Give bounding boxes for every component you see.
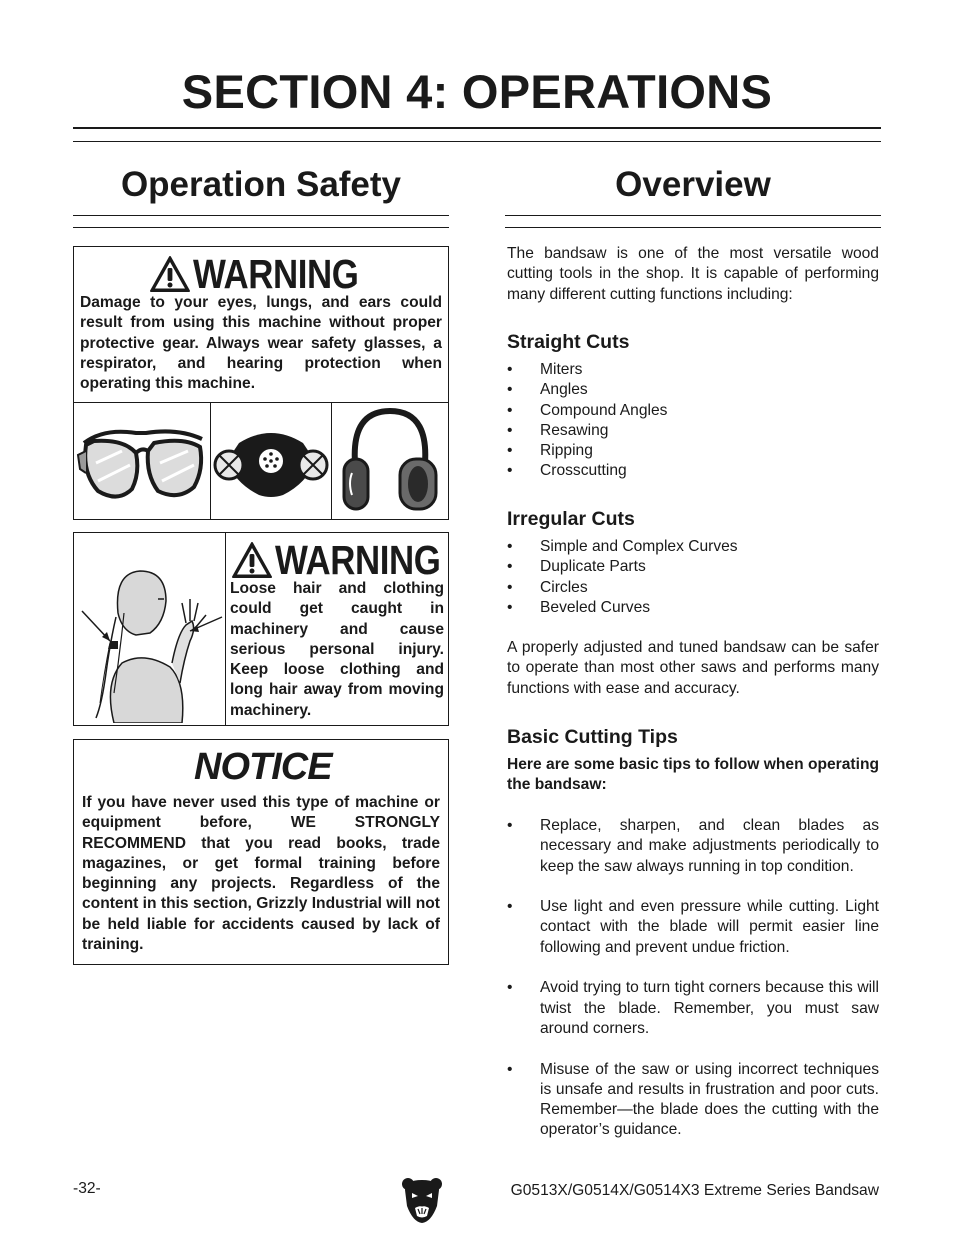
bullet: • — [507, 578, 513, 596]
list-item — [507, 578, 879, 598]
list-item-text: Duplicate Parts — [540, 558, 646, 576]
bullet: • — [507, 598, 513, 616]
section-title: SECTION 4: OPERATIONS — [181, 65, 773, 118]
loose-hair-woman-illustration — [74, 533, 224, 723]
bullet: • — [507, 1060, 513, 1078]
operation-safety-title: Operation Safety — [120, 165, 402, 204]
irregular-cuts-heading: Irregular Cuts — [507, 508, 635, 530]
respirator-icon — [211, 403, 331, 518]
bullet: • — [507, 817, 513, 834]
list-item — [507, 816, 879, 877]
warning-label-2: WARNING — [275, 536, 441, 583]
list-item-text: Ripping — [540, 442, 593, 460]
left-title-rule — [73, 215, 449, 216]
list-item-text: Misuse of the saw or using incorrect techniques is unsafe and results in frustration and poor cuts. Remember—the blade does the cutting with the operator’s guidance. — [540, 1060, 879, 1139]
list-item — [507, 441, 879, 461]
bullet: • — [507, 898, 513, 916]
bullet: • — [507, 421, 513, 439]
list-item — [507, 537, 879, 557]
bullet: • — [507, 462, 513, 480]
bullet: • — [507, 979, 513, 997]
right-title-rule-2 — [505, 227, 881, 228]
model-footer: G0513X/G0514X/G0514X3 Extreme Series Bandsaw — [510, 1182, 879, 1199]
irregular-cuts-list — [507, 537, 879, 618]
list-item-text: Beveled Curves — [540, 598, 651, 616]
overview-title: Overview — [615, 165, 771, 204]
list-item — [507, 461, 879, 481]
ppe-warning-box — [73, 246, 449, 520]
bullet: • — [507, 442, 513, 460]
list-item-text: Circles — [540, 578, 588, 596]
right-title-rule — [505, 215, 881, 216]
safety-glasses-icon — [74, 403, 210, 518]
list-item-text: Use light and even pressure while cutting. Light contact with the blade will permit easier line following and prevent undue friction. — [540, 898, 879, 956]
list-item-text: Avoid trying to turn tight corners because this will twist the blade. Remember, you must saw around corners. — [540, 979, 879, 1037]
bullet: • — [507, 361, 513, 378]
bullet: • — [507, 538, 513, 555]
list-item — [507, 401, 879, 421]
list-item-text: Replace, sharpen, and clean blades as necessary and make adjustments periodically to keep the saw always running in top condition. — [540, 817, 879, 875]
ppe-icon-row — [74, 402, 448, 519]
list-item-text: Simple and Complex Curves — [540, 538, 738, 555]
ear-protection-cell — [332, 403, 448, 519]
grizzly-bear-logo — [401, 1176, 443, 1224]
loose-hair-warning-box — [73, 532, 449, 726]
list-item — [507, 598, 879, 618]
bullet: • — [507, 381, 513, 399]
ppe-warning-text: Damage to your eyes, lungs, and ears could result from using this machine without proper protective gear. Always wear safety glasses, a respirator, and hearing protection when operating this machine. — [80, 294, 442, 393]
loose-hair-warning-text: Loose hair and clothing could get caught in machinery and cause serious personal injury. Keep loose clothing and long hair away from moving machinery. — [230, 580, 444, 719]
cutting-tips-heading: Basic Cutting Tips — [507, 726, 678, 748]
list-item-text: Crosscutting — [540, 462, 627, 480]
safety-glasses-cell — [74, 403, 211, 519]
list-item-text: Compound Angles — [540, 401, 668, 419]
warning-label: WARNING — [193, 250, 359, 297]
page-number: -32- — [73, 1180, 101, 1197]
bullet: • — [507, 401, 513, 419]
respirator-cell — [211, 403, 332, 519]
list-item — [507, 360, 879, 380]
bullet: • — [507, 558, 513, 576]
cutting-tips-list — [507, 816, 879, 1161]
straight-cuts-list — [507, 360, 879, 482]
warning-triangle-icon — [149, 255, 191, 293]
straight-cuts-heading: Straight Cuts — [507, 331, 630, 353]
warning-header-2 — [228, 537, 448, 583]
list-item-text: Angles — [540, 381, 588, 399]
list-item-text: Miters — [540, 361, 583, 378]
list-item — [507, 421, 879, 441]
list-item — [507, 1060, 879, 1141]
overview-intro: The bandsaw is one of the most versatile wood cutting tools in the shop. It is capable of performing many different cutting functions including: — [507, 245, 879, 303]
list-item — [507, 557, 879, 577]
notice-label: NOTICE — [194, 746, 332, 788]
warning-triangle-icon — [231, 541, 273, 579]
notice-box — [73, 739, 449, 965]
list-item — [507, 897, 879, 958]
left-title-rule-2 — [73, 227, 449, 228]
cutting-tips-intro: Here are some basic tips to follow when operating the bandsaw: — [507, 756, 879, 794]
overview-summary: A properly adjusted and tuned bandsaw can be safer to operate than most other saws and performs many functions with ease and accuracy. — [507, 639, 879, 697]
list-item — [507, 380, 879, 400]
notice-text: If you have never used this type of machine or equipment before, WE STRONGLY RECOMMEND that you read books, trade magazines, or get formal training before beginning any projects. Regardless of the content in this section, Grizzly Industrial will not be held liable for accidents caused by lack of training. — [82, 794, 440, 954]
ear-protection-icon — [332, 403, 448, 518]
loose-hair-illustration-cell — [74, 533, 226, 725]
list-item-text: Resawing — [540, 421, 609, 439]
title-rule-thin — [73, 141, 881, 142]
warning-header — [74, 251, 448, 297]
list-item — [507, 978, 879, 1039]
title-rule — [73, 127, 881, 129]
